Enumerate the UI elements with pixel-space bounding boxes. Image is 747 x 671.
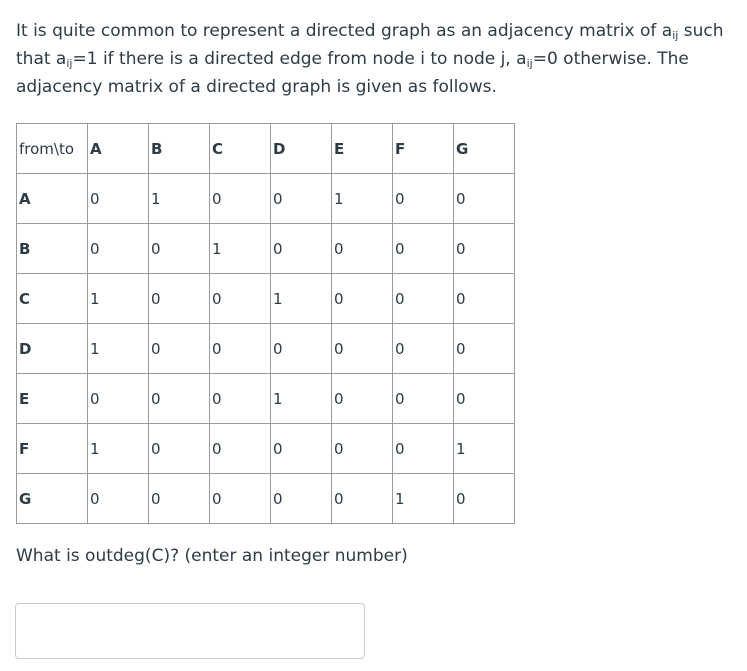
matrix-cell: 0 [210, 274, 271, 324]
subscript-ij: ij [526, 57, 533, 70]
matrix-cell: 1 [149, 174, 210, 224]
matrix-cell: 1 [271, 374, 332, 424]
matrix-cell: 0 [454, 274, 515, 324]
matrix-cell: 0 [88, 224, 149, 274]
subscript-ij: ij [672, 29, 679, 42]
matrix-cell: 0 [332, 324, 393, 374]
table-row [17, 324, 515, 374]
matrix-cell: 0 [210, 374, 271, 424]
table-row [17, 274, 515, 324]
matrix-cell: 0 [454, 474, 515, 524]
column-header: F [393, 124, 454, 174]
matrix-cell: 0 [271, 424, 332, 474]
row-header: F [17, 424, 88, 474]
row-header: E [17, 374, 88, 424]
matrix-cell: 1 [393, 474, 454, 524]
column-header: G [454, 124, 515, 174]
answer-input[interactable] [15, 603, 365, 659]
subscript-ij: ij [66, 57, 73, 70]
matrix-cell: 0 [393, 274, 454, 324]
matrix-cell: 0 [88, 374, 149, 424]
matrix-cell: 0 [332, 274, 393, 324]
matrix-cell: 1 [332, 174, 393, 224]
matrix-cell: 0 [88, 174, 149, 224]
matrix-cell: 0 [454, 174, 515, 224]
matrix-cell: 1 [88, 424, 149, 474]
matrix-cell: 0 [271, 224, 332, 274]
matrix-cell: 0 [454, 324, 515, 374]
matrix-cell: 0 [149, 474, 210, 524]
matrix-cell: 0 [271, 174, 332, 224]
matrix-cell: 1 [210, 224, 271, 274]
column-header: E [332, 124, 393, 174]
row-header: C [17, 274, 88, 324]
header-row [17, 124, 515, 174]
matrix-cell: 0 [393, 424, 454, 474]
table-row [17, 474, 515, 524]
matrix-cell: 0 [454, 374, 515, 424]
matrix-cell: 0 [332, 224, 393, 274]
matrix-cell: 0 [332, 424, 393, 474]
matrix-cell: 0 [149, 224, 210, 274]
matrix-cell: 0 [271, 474, 332, 524]
matrix-cell: 0 [393, 374, 454, 424]
table-row [17, 374, 515, 424]
column-header: C [210, 124, 271, 174]
matrix-cell: 0 [393, 224, 454, 274]
matrix-cell: 0 [332, 474, 393, 524]
adjacency-matrix [16, 123, 515, 524]
corner-cell: from\to [17, 124, 88, 174]
matrix-cell: 1 [454, 424, 515, 474]
matrix-cell: 0 [332, 374, 393, 424]
row-header: D [17, 324, 88, 374]
matrix-cell: 1 [271, 274, 332, 324]
matrix-cell: 0 [149, 324, 210, 374]
table-row [17, 224, 515, 274]
question-prompt: What is outdeg(C)? (enter an integer number) [16, 546, 408, 566]
column-header: A [88, 124, 149, 174]
matrix-cell: 0 [149, 424, 210, 474]
table-row [17, 424, 515, 474]
matrix-cell: 0 [210, 174, 271, 224]
matrix-cell: 0 [271, 324, 332, 374]
row-header: G [17, 474, 88, 524]
row-header: B [17, 224, 88, 274]
matrix-cell: 0 [210, 324, 271, 374]
matrix-cell: 0 [210, 474, 271, 524]
column-header: D [271, 124, 332, 174]
matrix-cell: 1 [88, 274, 149, 324]
matrix-cell: 0 [88, 474, 149, 524]
matrix-cell: 0 [454, 224, 515, 274]
matrix-cell: 0 [210, 424, 271, 474]
question-intro: It is quite common to represent a directed graph as an adjacency matrix of $a_{ij}$ such that $a_{ij}=1$ if there is a directed edge from node i to node j, $a_{ij}=0$ otherwise. The adjacency matrix of a directed graph is given as follows. [16, 21, 724, 97]
matrix-cell: 1 [88, 324, 149, 374]
matrix-cell: 0 [393, 324, 454, 374]
column-header: B [149, 124, 210, 174]
table-row [17, 174, 515, 224]
matrix-cell: 0 [149, 374, 210, 424]
matrix-cell: 0 [149, 274, 210, 324]
matrix-cell: 0 [393, 174, 454, 224]
row-header: A [17, 174, 88, 224]
